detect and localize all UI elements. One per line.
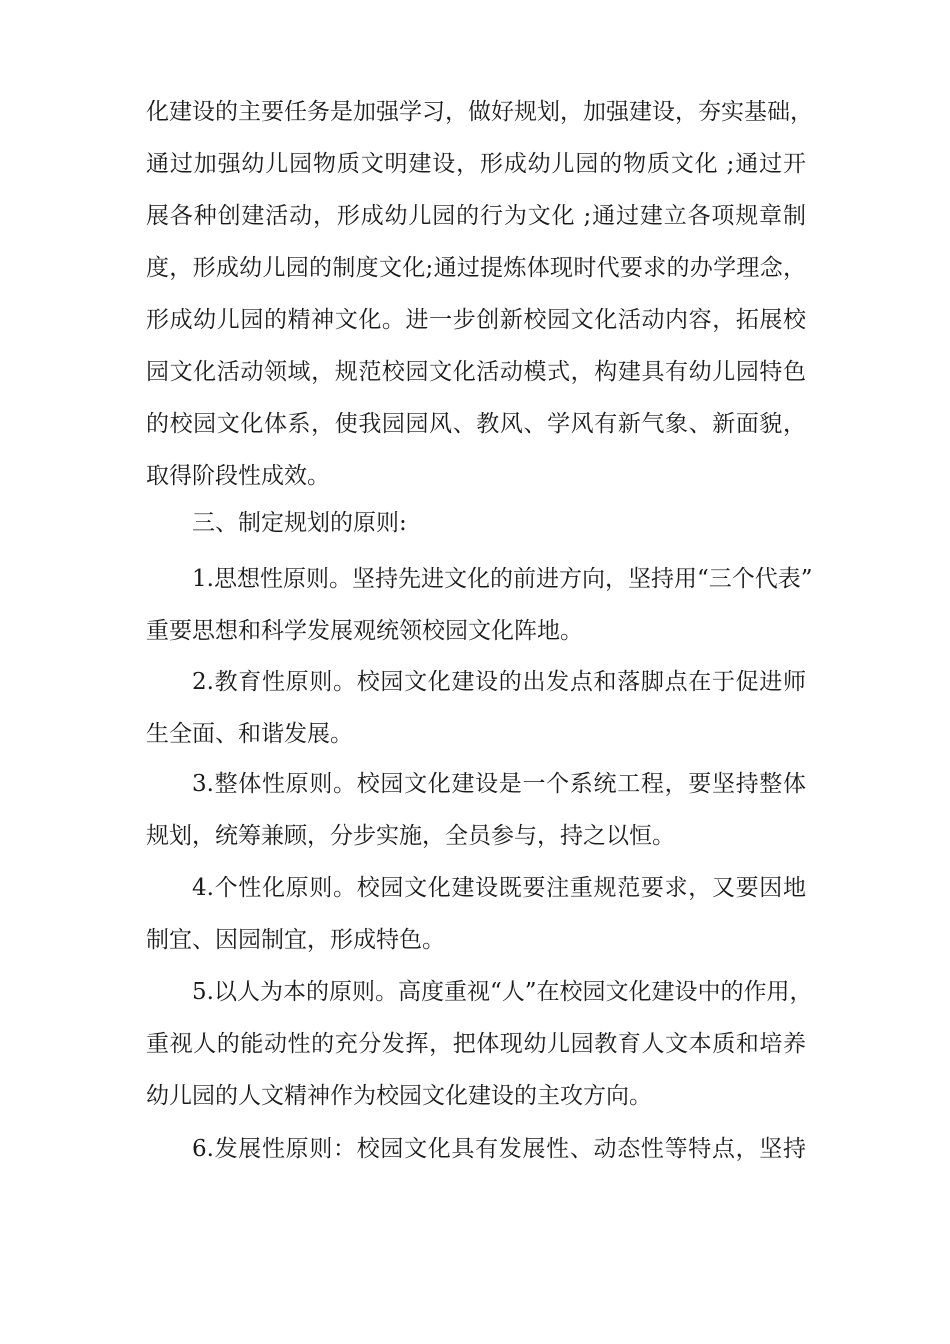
principle-1 bbox=[146, 553, 813, 657]
text-line: 度，形成幼儿园的制度文化;通过提炼体现时代要求的办学理念， bbox=[146, 255, 806, 281]
text-line: 化建设的主要任务是加强学习，做好规划，加强建设，夯实基础， bbox=[146, 99, 813, 125]
principle-4 bbox=[146, 862, 806, 966]
text-line: 4.个性化原则。校园文化建设既要注重规范要求，又要因地 bbox=[192, 875, 806, 901]
text-line: 3.整体性原则。校园文化建设是一个系统工程，要坚持整体 bbox=[192, 771, 806, 797]
section-heading-principles bbox=[146, 497, 806, 549]
text-line: 规划，统筹兼顾，分步实施，全员参与，持之以恒。 bbox=[146, 823, 675, 849]
text-line: 重视人的能动性的充分发挥，把体现幼儿园教育人文本质和培养 bbox=[146, 1031, 806, 1057]
paragraph-intro bbox=[146, 86, 813, 502]
text-line: 5.以人为本的原则。高度重视“人”在校园文化建设中的作用， bbox=[192, 979, 813, 1005]
text-line: 园文化活动领域，规范校园文化活动模式，构建具有幼儿园特色 bbox=[146, 359, 806, 385]
text-line: 生全面、和谐发展。 bbox=[146, 721, 353, 747]
text-line: 幼儿园的人文精神作为校园文化建设的主攻方向。 bbox=[146, 1083, 652, 1109]
text-line: 的校园文化体系，使我园园风、教风、学风有新气象、新面貌， bbox=[146, 411, 806, 437]
text-line: 展各种创建活动，形成幼儿园的行为文化 ;通过建立各项规章制 bbox=[146, 203, 806, 229]
principle-5 bbox=[146, 966, 813, 1122]
text-line: 形成幼儿园的精神文化。进一步创新校园文化活动内容，拓展校 bbox=[146, 307, 806, 333]
text-line: 重要思想和科学发展观统领校园文化阵地。 bbox=[146, 618, 583, 644]
principle-3 bbox=[146, 758, 806, 862]
section-heading: 三、制定规划的原则: bbox=[192, 510, 407, 536]
text-line: 1.思想性原则。坚持先进文化的前进方向，坚持用“三个代表” bbox=[192, 566, 813, 592]
text-line: 取得阶段性成效。 bbox=[146, 463, 330, 489]
text-line: 通过加强幼儿园物质文明建设，形成幼儿园的物质文化 ;通过开 bbox=[146, 151, 806, 177]
text-line: 6.发展性原则：校园文化具有发展性、动态性等特点，坚持 bbox=[192, 1136, 806, 1162]
principle-2 bbox=[146, 656, 806, 760]
text-line: 2.教育性原则。校园文化建设的出发点和落脚点在于促进师 bbox=[192, 669, 806, 695]
principle-6 bbox=[146, 1123, 806, 1175]
text-line: 制宜、因园制宜，形成特色。 bbox=[146, 927, 445, 953]
